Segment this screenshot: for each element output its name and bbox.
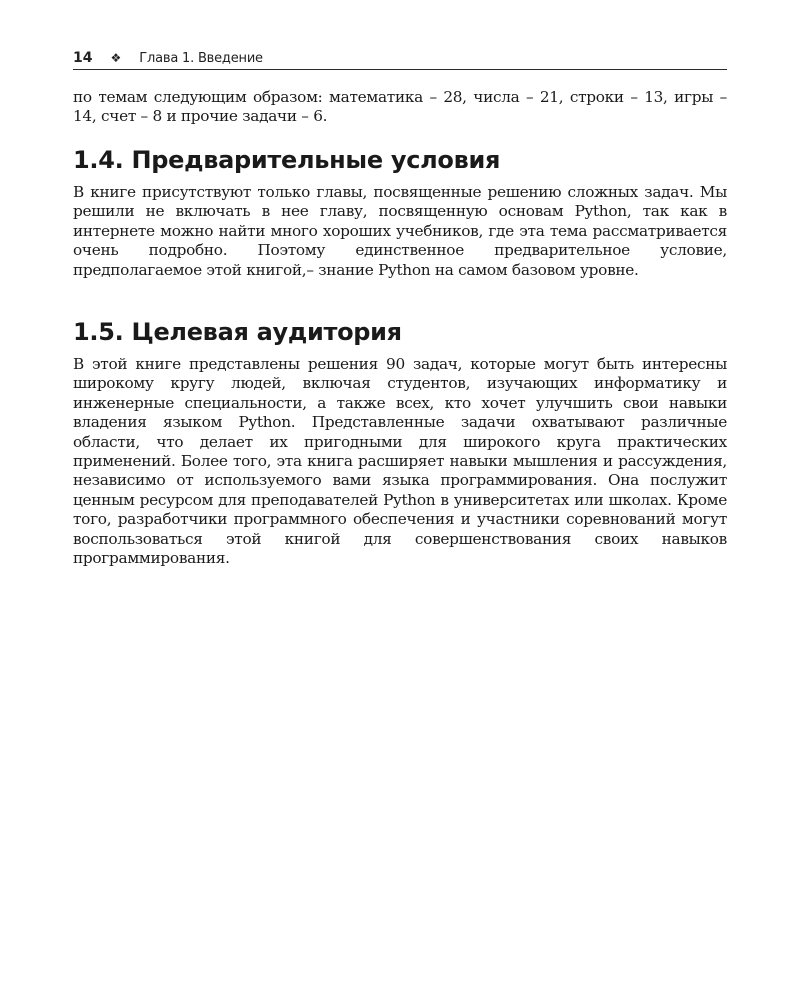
prerequisites-paragraph: В книге присутствуют только главы, посвященные решению сложных задач. Мы решили не включать в нее главу, посвященную основам Python, так как в интернете можно найти много хороших учебников, где эта тема рассматривается очень подробно. Поэтому единственное предварительное условие, предполагаемое этой книгой,– знание Python на самом базовом уровне. xyxy=(73,183,727,279)
section-heading-prerequisites: 1.4. Предварительные условия xyxy=(73,146,501,174)
intro-paragraph: по темам следующим образом: математика – 28, числа – 21, строки – 13, игры – 14, счет – 8 и прочие задачи – 6. xyxy=(73,88,727,126)
section-heading-audience: 1.5. Целевая аудитория xyxy=(73,318,402,346)
chapter-title: Глава 1. Введение xyxy=(139,50,263,66)
page-number: 14 xyxy=(73,50,93,66)
running-header xyxy=(73,47,727,70)
audience-paragraph: В этой книге представлены решения 90 задач, которые могут быть интересны широкому кругу людей, включая студентов, изучающих информатику и инженерные специальности, а также всех, кто хочет улучшить свои навыки владения языком Python. Представленные задачи охватывают различные области, что делает их пригодными для широкого круга практических применений. Более того, эта книга расширяет навыки мышления и рассуждения, независимо от используемого вами языка программирования. Она послужит ценным ресурсом для преподавателей Python в университетах или школах. Кроме того, разработчики программного обеспечения и участники соревнований могут воспользоваться этой книгой для совершенствования своих навыков программирования. xyxy=(73,355,727,568)
diamond-ornament-icon: ❖ xyxy=(110,51,122,65)
